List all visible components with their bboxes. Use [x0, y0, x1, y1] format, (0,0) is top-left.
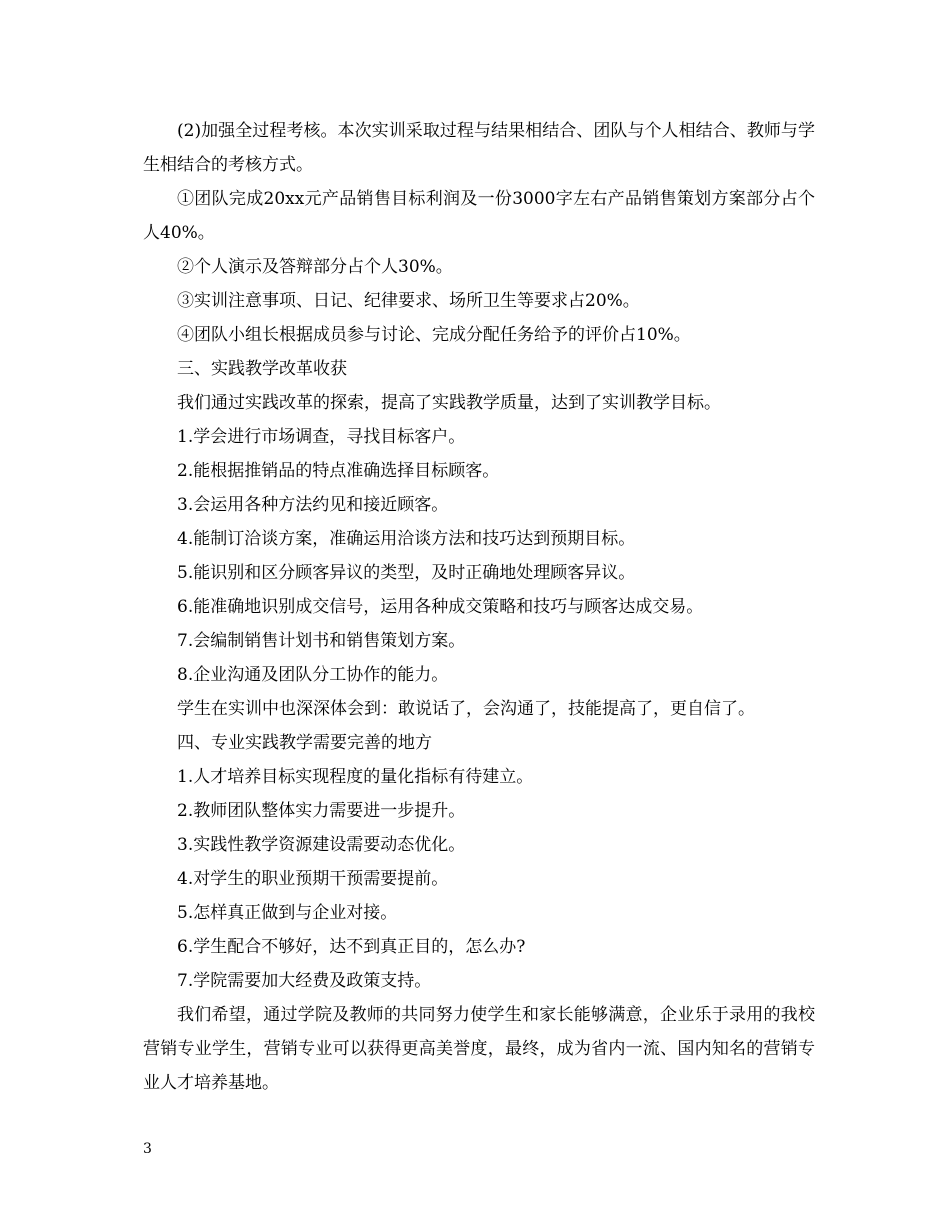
paragraph-assessment-discipline: ③实训注意事项、日记、纪律要求、场所卫生等要求占20%。: [177, 291, 640, 311]
list-item-gain-5: 5.能识别和区分顾客异议的类型，及时正确地处理顾客异议。: [177, 563, 636, 583]
paragraph-gains-summary: 我们通过实践改革的探索，提高了实践教学质量，达到了实训教学目标。: [177, 393, 721, 413]
list-item-gain-3: 3.会运用各种方法约见和接近顾客。: [177, 495, 449, 515]
list-item-gain-8: 8.企业沟通及团队分工协作的能力。: [177, 665, 449, 685]
list-item-gain-7: 7.会编制销售计划书和销售策划方案。: [177, 631, 466, 651]
list-item-improvement-4: 4.对学生的职业预期干预需要提前。: [177, 869, 449, 889]
list-item-improvement-2: 2.教师团队整体实力需要进一步提升。: [177, 801, 466, 821]
paragraph-assessment-team: ①团队完成20xx元产品销售目标利润及一份3000字左右产品销售策划方案部分占个人40%。: [143, 189, 815, 243]
paragraph-assessment-intro: (2)加强全过程考核。本次实训采取过程与结果相结合、团队与个人相结合、教师与学生相结合的考核方式。: [143, 121, 815, 175]
list-item-improvement-6: 6.学生配合不够好，达不到真正目的，怎么办?: [177, 937, 526, 957]
list-item-gain-6: 6.能准确地识别成交信号，运用各种成交策略和技巧与顾客达成交易。: [177, 597, 704, 617]
page-number: 3: [143, 1141, 152, 1157]
list-item-gain-1: 1.学会进行市场调查，寻找目标客户。: [177, 427, 466, 447]
paragraph-conclusion: 我们希望，通过学院及教师的共同努力使学生和家长能够满意，企业乐于录用的我校营销专业学生，营销专业可以获得更高美誉度，最终，成为省内一流、国内知名的营销专业人才培养基地。: [143, 1005, 815, 1093]
paragraph-assessment-presentation: ②个人演示及答辩部分占个人30%。: [177, 257, 453, 277]
list-item-gain-4: 4.能制订洽谈方案，准确运用洽谈方法和技巧达到预期目标。: [177, 529, 636, 549]
document-body: [143, 114, 815, 1100]
list-item-improvement-1: 1.人才培养目标实现程度的量化指标有待建立。: [177, 767, 534, 787]
section-heading-gains: 三、实践教学改革收获: [177, 359, 347, 379]
list-item-improvement-7: 7.学院需要加大经费及政策支持。: [177, 971, 432, 991]
list-item-improvement-3: 3.实践性教学资源建设需要动态优化。: [177, 835, 466, 855]
list-item-improvement-5: 5.怎样真正做到与企业对接。: [177, 903, 398, 923]
paragraph-student-feedback: 学生在实训中也深深体会到：敢说话了，会沟通了，技能提高了，更自信了。: [177, 699, 755, 719]
list-item-gain-2: 2.能根据推销品的特点准确选择目标顾客。: [177, 461, 500, 481]
paragraph-assessment-leader: ④团队小组长根据成员参与讨论、完成分配任务给予的评价占10%。: [177, 325, 691, 345]
section-heading-improvements: 四、专业实践教学需要完善的地方: [177, 733, 432, 753]
